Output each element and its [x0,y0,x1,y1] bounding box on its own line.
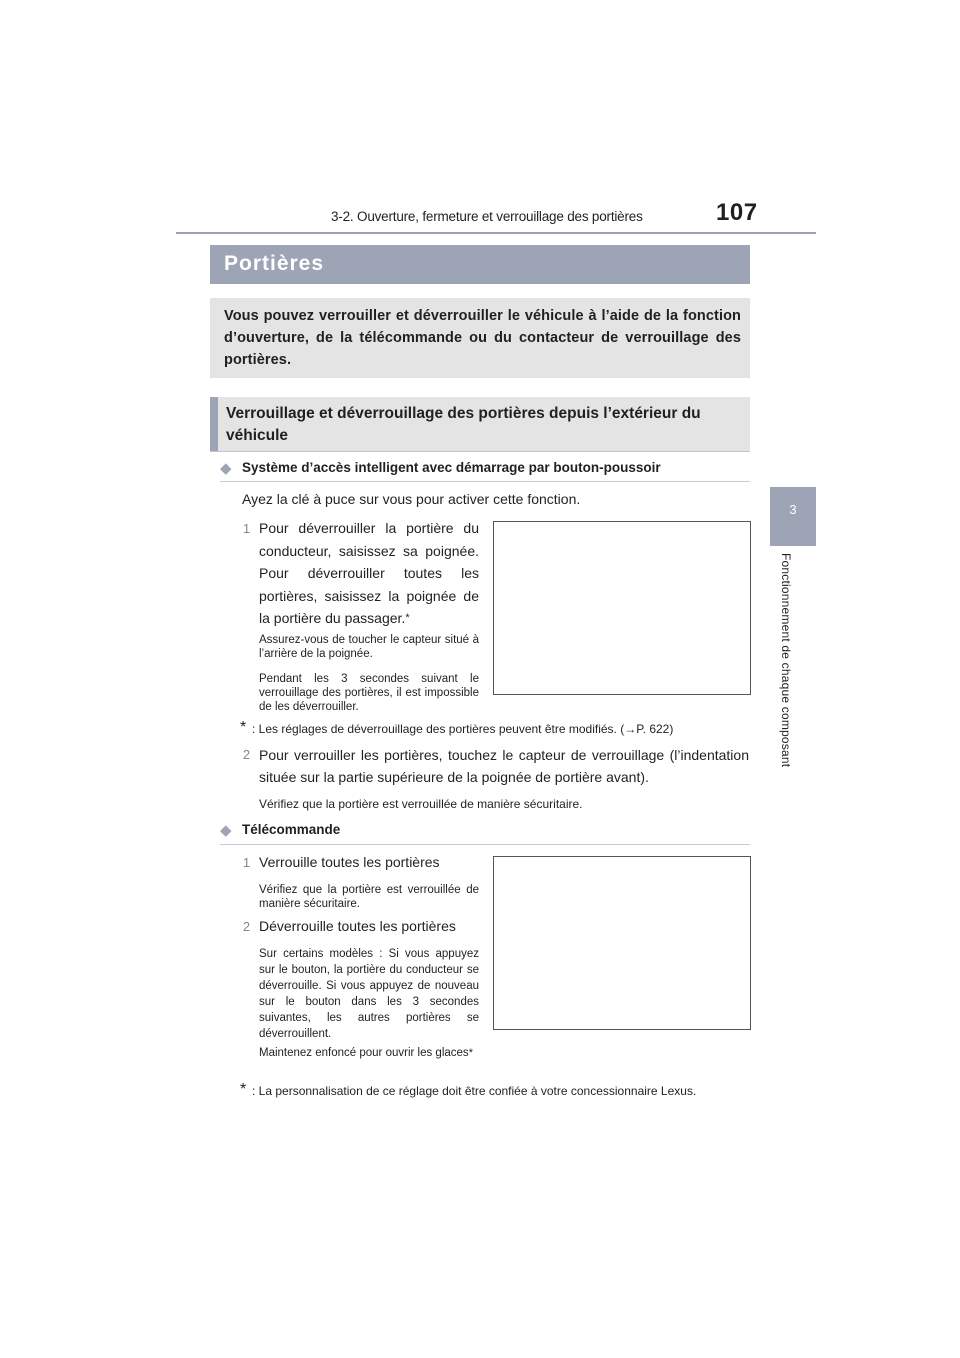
footnote-star: * [240,1081,247,1098]
step1-text-body: Pour déverrouiller la portière du conducteur, saisissez sa poignée. Pour déverrouiller toutes les portières, saisissez la poignée de la portière du passager. [259,520,479,626]
header-rule [176,232,816,234]
remote-step2-note-2 [259,1045,479,1061]
footnote-text: : La personnalisation de ce réglage doit être confiée à votre concessionnaire Lexus. [252,1084,697,1098]
page-title: Portières [224,252,325,275]
step2-text: Pour verrouiller les portières, touchez le capteur de verrouillage (l’indentation située sur la partie supérieure de la poignée de portière avant). [259,747,749,785]
footnote-marker: * [405,612,410,624]
chapter-tab-number: 3 [789,502,797,517]
page-number: 107 [716,199,758,226]
intro-text: Vous pouvez verrouiller et déverrouiller le véhicule à l’aide de la fonction d’ouverture, de la télécommande ou du contacteur de verrouillage des portières. [224,308,741,368]
remote-heading: Télécommande [242,822,341,837]
subsection-rule [210,451,750,452]
remote-step2-text: Déverrouille toutes les portières [259,918,456,934]
footnote-marker: * [468,1047,473,1059]
footnote-star: * [240,719,247,736]
remote-step1-note: Vérifiez que la portière est verrouillée de manière sécuritaire. [259,884,479,910]
step-number: 1 [242,855,251,870]
smart-access-heading: Système d’accès intelligent avec démarrage par bouton-poussoir [242,460,661,475]
diamond-bullet-icon: ◆ [220,460,232,477]
step2-note: Vérifiez que la portière est verrouillée de manière sécuritaire. [259,797,583,811]
chapter-tab-label: Fonctionnement de chaque composant [779,553,793,768]
diamond-bullet-icon: ◆ [220,822,232,839]
subsection-accent [210,397,218,451]
remote-key-illustration [493,856,751,1030]
heading-rule [220,481,750,482]
smart-access-lead: Ayez la clé à puce sur vous pour activer cette fonction. [242,491,581,507]
running-header-section: 3-2. Ouverture, fermeture et verrouillage des portières [331,209,643,224]
step-number: 2 [242,747,251,762]
door-handle-illustration [493,521,751,695]
step1-note-1: Assurez-vous de toucher le capteur situé à l’arrière de la poignée. [259,634,479,660]
heading-rule [220,844,750,845]
subsection-title: Verrouillage et déverrouillage des portières depuis l’extérieur du véhicule [226,405,701,444]
step1-text [259,517,479,630]
remote-step1-text: Verrouille toutes les portières [259,854,440,870]
step-number: 2 [242,919,251,934]
remote-step2-note-2-body: Maintenez enfoncé pour ouvrir les glaces [259,1047,469,1059]
remote-step2-note-1: Sur certains modèles : Si vous appuyez sur le bouton, la portière du conducteur se déverrouille. Si vous appuyez de nouveau sur le bouton dans les 3 secondes suivantes, les autres portières se déverrouillent. [259,948,479,1040]
step1-note-2: Pendant les 3 secondes suivant le verrouillage des portières, il est impossible de les déverrouiller. [259,673,479,713]
step-number: 1 [242,521,251,536]
footnote-text: : Les réglages de déverrouillage des portières peuvent être modifiés. (→P. 622) [252,722,674,736]
